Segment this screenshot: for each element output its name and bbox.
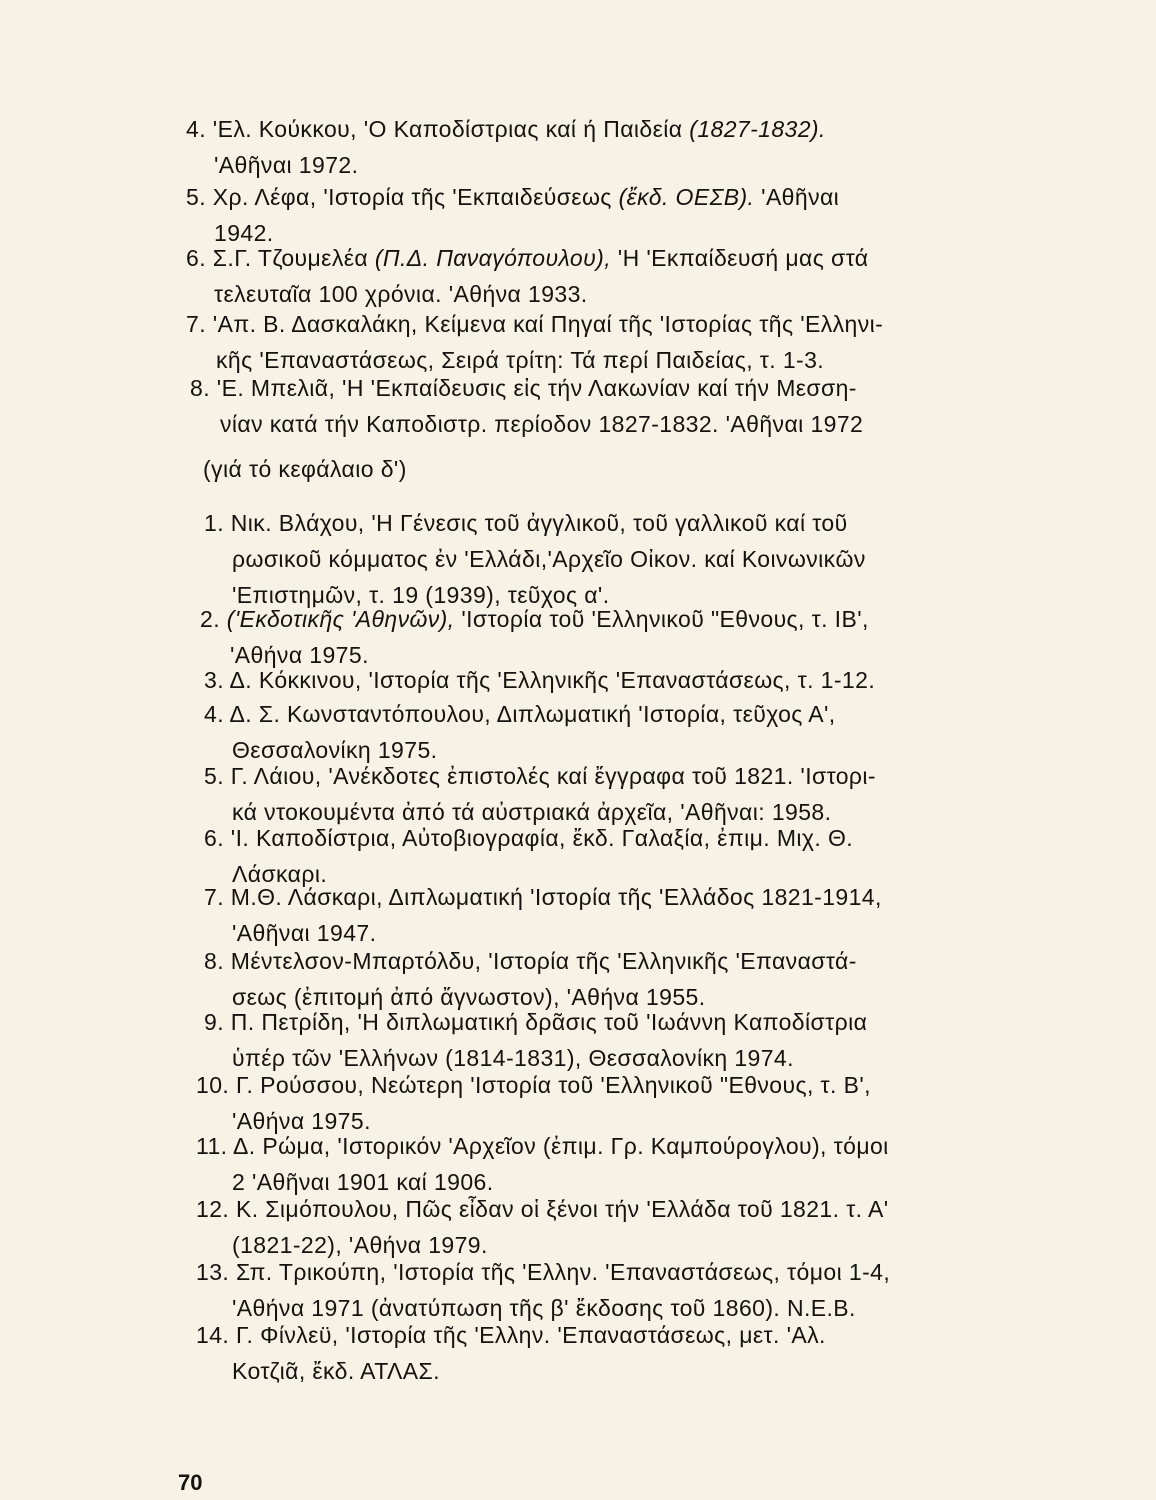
ref-entry-s2-8: 8. Μέντελσον-Μπαρτόλδυ, 'Ιστορία τῆς 'Ελληνικῆς 'Επαναστά- σεως (ἐπιτομή ἀπό ἄγνωστον), 'Αθήνα 1955. xyxy=(204,948,857,1010)
ref-entry-s2-7: 7. Μ.Θ. Λάσκαρι, Διπλωματική 'Ιστορία τῆς 'Ελλάδος 1821-1914, 'Αθῆναι 1947. xyxy=(204,884,882,946)
ref-entry-s2-13: 13. Σπ. Τρικούπη, 'Ιστορία τῆς 'Ελλην. 'Επαναστάσεως, τόμοι 1-4, 'Αθήνα 1971 (ἀνατύπωση τῆς β' ἔκδοσης τοῦ 1860). Ν.Ε.Β. xyxy=(196,1259,891,1321)
ref-entry-s1-6: 6. Σ.Γ. Τζουμελέα (Π.Δ. Παναγόπουλου), 'Η 'Εκπαίδευσή μας στά τελευταῖα 100 χρόνια. 'Αθήνα 1933. xyxy=(186,245,869,307)
ref-entry-s2-2: 2. ('Εκδοτικῆς 'Αθηνῶν), 'Ιστορία τοῦ 'Ελληνικοῦ "Εθνους, τ. ΙΒ', 'Αθήνα 1975. xyxy=(200,606,869,668)
ref-entry-s2-3: 3. Δ. Κόκκινου, 'Ιστορία τῆς 'Ελληνικῆς 'Επαναστάσεως, τ. 1-12. xyxy=(204,667,876,693)
ref-entry-s2-6: 6. 'Ι. Καποδίστρια, Αὐτοβιογραφία, ἔκδ. Γαλαξία, ἐπιμ. Μιχ. Θ. Λάσκαρι. xyxy=(204,825,854,887)
ref-entry-s1-7: 7. 'Απ. Β. Δασκαλάκη, Κείμενα καί Πηγαί τῆς 'Ιστορίας τῆς 'Ελληνι- κῆς 'Επαναστάσεως, Σειρά τρίτη: Τά περί Παιδείας, τ. 1-3. xyxy=(186,311,884,373)
ref-entry-s2-1: 1. Νικ. Βλάχου, 'Η Γένεσις τοῦ ἀγγλικοῦ, τοῦ γαλλικοῦ καί τοῦ ρωσικοῦ κόμματος ἐν 'Ελλάδι,'Αρχεῖο Οἰκον. καί Κοινωνικῶν 'Επιστημῶν, τ. 19 (1939), τεῦχος α'. xyxy=(204,510,866,608)
ref-entry-s1-4: 4. 'Ελ. Κούκκου, 'Ο Καποδίστριας καί ή Παιδεία (1827-1832). 'Αθῆναι 1972. xyxy=(186,116,826,178)
ref-entry-s2-5: 5. Γ. Λάιου, 'Ανέκδοτες ἐπιστολές καί ἔγγραφα τοῦ 1821. 'Ιστορι- κά ντοκουμέντα ἀπό τά αὐστριακά ἀρχεῖα, 'Αθῆναι: 1958. xyxy=(204,763,876,825)
ref-entry-s2-14: 14. Γ. Φίνλεϋ, 'Ιστορία τῆς 'Ελλην. 'Επαναστάσεως, μετ. 'Αλ. Κοτζιᾶ, ἔκδ. ΑΤΛΑΣ. xyxy=(196,1322,826,1384)
chapter-heading: (γιά τό κεφάλαιο δ') xyxy=(203,456,407,482)
ref-entry-s2-4: 4. Δ. Σ. Κωνσταντόπουλου, Διπλωματική 'Ιστορία, τεῦχος Α', Θεσσαλονίκη 1975. xyxy=(204,701,836,763)
ref-entry-s1-8: 8. 'Ε. Μπελιᾶ, 'Η 'Εκπαίδευσις εἰς τήν Λακωνίαν καί τήν Μεσση- νίαν κατά τήν Καποδιστρ. περίοδον 1827-1832. 'Αθῆναι 1972 xyxy=(190,375,864,437)
ref-entry-s2-10: 10. Γ. Ρούσσου, Νεώτερη 'Ιστορία τοῦ 'Ελληνικοῦ "Εθνους, τ. Β', 'Αθήνα 1975. xyxy=(196,1072,871,1134)
ref-entry-s2-11: 11. Δ. Ρώμα, 'Ιστορικόν 'Αρχεῖον (ἐπιμ. Γρ. Καμπούρογλου), τόμοι 2 'Αθῆναι 1901 καί 1906. xyxy=(196,1133,889,1195)
ref-entry-s2-12: 12. Κ. Σιμόπουλου, Πῶς εἶδαν οἱ ξένοι τήν 'Ελλάδα τοῦ 1821. τ. Α' (1821-22), 'Αθήνα 1979. xyxy=(196,1196,889,1258)
ref-entry-s1-5: 5. Χρ. Λέφα, 'Ιστορία τῆς 'Εκπαιδεύσεως (ἔκδ. ΟΕΣΒ). 'Αθῆναι 1942. xyxy=(186,184,840,246)
ref-entry-s2-9: 9. Π. Πετρίδη, 'Η διπλωματική δρᾶσις τοῦ 'Ιωάννη Καποδίστρια ὑπέρ τῶν 'Ελλήνων (1814-1831), Θεσσαλονίκη 1974. xyxy=(204,1009,868,1071)
page-number: 70 xyxy=(178,1470,203,1495)
